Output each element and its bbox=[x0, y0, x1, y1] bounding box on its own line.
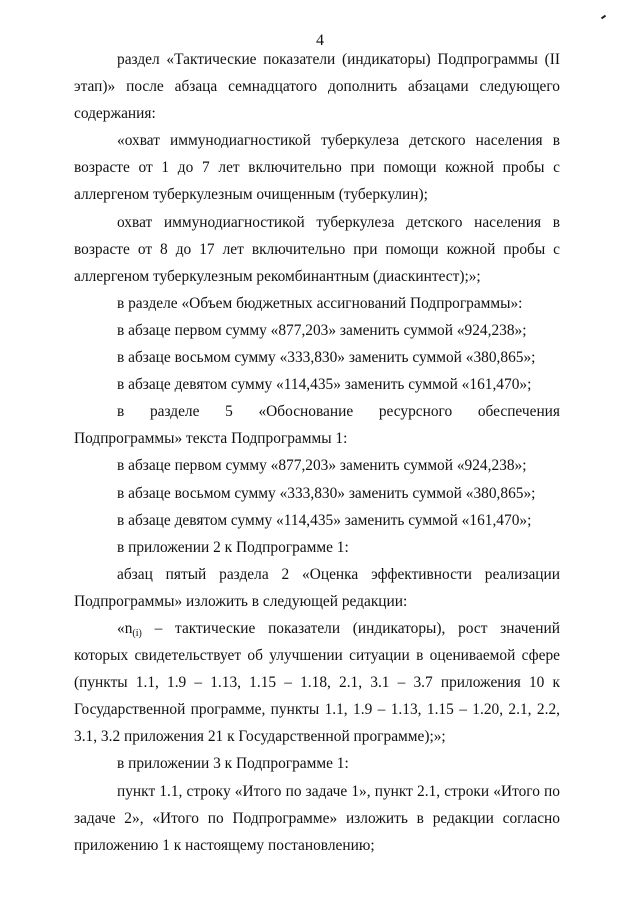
paragraph-section5-eighth: в абзаце восьмом сумму «333,830» заменить суммой «380,865»; bbox=[117, 484, 536, 502]
paragraph-section-indicators: раздел «Тактические показатели (индикаторы) Подпрограммы (II этап)» после абзаца семнадцатого дополнить абзацами следующего содержания: bbox=[74, 51, 560, 123]
page-number: 4 bbox=[316, 32, 324, 49]
paragraph-budget-eighth: в абзаце восьмом сумму «333,830» заменить суммой «380,865»; bbox=[117, 349, 536, 367]
paragraph-appendix-3: в приложении 3 к Подпрограмме 1: bbox=[117, 755, 349, 773]
paragraph-final-items: пункт 1.1, строку «Итого по задаче 1», пункт 2.1, строки «Итого по задаче 2», «Итого по Подпрограмме» изложить в редакции согласно приложению 1 к настоящему постановлению; bbox=[74, 782, 560, 854]
paragraph-budget-section: в разделе «Объем бюджетных ассигнований Подпрограммы»: bbox=[117, 294, 523, 312]
formula-open-quote: « bbox=[117, 619, 125, 637]
formula-symbol: n bbox=[124, 619, 133, 637]
paragraph-tactical-indicators-formula bbox=[74, 615, 560, 750]
paragraph-efficiency-evaluation: абзац пятый раздела 2 «Оценка эффективности реализации Подпрограммы» изложить в следующей редакции: bbox=[74, 565, 560, 610]
document-body bbox=[74, 46, 560, 859]
paragraph-section-5: в разделе 5 «Обоснование ресурсного обеспечения Подпрограммы» текста Подпрограммы 1: bbox=[74, 403, 560, 448]
paragraph-section5-first: в абзаце первом сумму «877,203» заменить суммой «924,238»; bbox=[117, 457, 527, 475]
paragraph-budget-first: в абзаце первом сумму «877,203» заменить суммой «924,238»; bbox=[117, 321, 527, 339]
scan-mark bbox=[601, 15, 606, 20]
paragraph-tuberculin-coverage: «охват иммунодиагностикой туберкулеза детского населения в возрасте от 1 до 7 лет включительно при помощи кожной пробы с аллергеном туберкулезным очищенным (туберкулин); bbox=[74, 132, 560, 204]
paragraph-appendix-2: в приложении 2 к Подпрограмме 1: bbox=[117, 538, 349, 556]
paragraph-budget-ninth: в абзаце девятом сумму «114,435» заменить суммой «161,470»; bbox=[117, 376, 532, 394]
formula-text: – тактические показатели (индикаторы), рост значений которых свидетельствует об улучшении ситуации в оцениваемой сфере (пункты 1.1, 1.9 – 1.13, 1.15 – 1.18, 2.1, 3.1 – 3.7 приложения 10 к Государственной программе, пункты 1.1, 1.9 – 1.13, 1.15 – 1.20, 2.1, 2.2, 3.1, 3.2 приложения 21 к Государственной программе);»; bbox=[74, 619, 560, 746]
paragraph-section5-ninth: в абзаце девятом сумму «114,435» заменить суммой «161,470»; bbox=[117, 511, 532, 529]
formula-subscript: (i) bbox=[132, 627, 142, 639]
paragraph-diaskintest-coverage: охват иммунодиагностикой туберкулеза детского населения в возрасте от 8 до 17 лет включительно при помощи кожной пробы с аллергеном туберкулезным рекомбинантным (диаскинтест);»; bbox=[74, 213, 560, 285]
